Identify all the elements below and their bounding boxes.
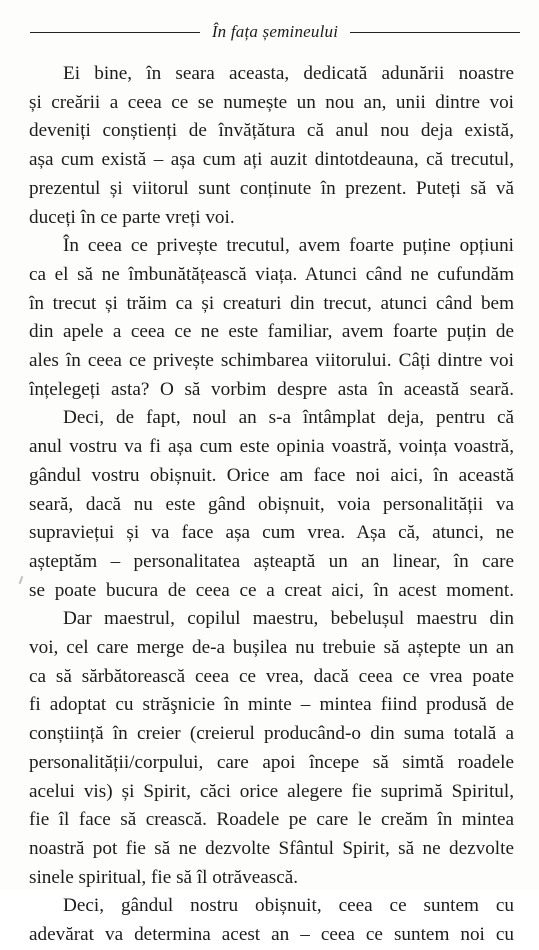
header-rule-left	[30, 32, 200, 33]
text-line: în trecut și trăim ca și creaturi din trecut, atunci când bem	[29, 292, 514, 314]
header-rule-right	[350, 32, 520, 33]
running-header	[30, 22, 520, 42]
text-line: Deci, gândul nostru obișnuit, ceea ce suntem cu	[63, 895, 514, 917]
text-line: noastră pot fie să ne dezvolte Sfântul Spirit, să ne dezvolte	[29, 837, 514, 859]
text-line: fi adoptat cu străşnicie în minte – mintea fiind produsă de	[29, 694, 514, 716]
text-line: Ei bine, în seara aceasta, dedicată adunării noastre	[63, 63, 514, 84]
text-line: ales în ceea ce privește schimbarea viitorului. Câți dintre voi	[29, 350, 514, 372]
text-line: așteptăm – personalitatea așteaptă un an linear, în care	[29, 550, 514, 572]
text-line: supraviețui și va face așa cum vrea. Așa că, atunci, ne	[29, 522, 514, 544]
text-line: din apele a ceea ce ne este familiar, avem foarte puțin de	[29, 321, 514, 343]
text-line: acelui vis) și Spirit, căci orice alegere fie suprimă Spiritul,	[29, 780, 514, 802]
text-line: anul vostru va fi așa cum este opinia voastră, voința voastră,	[29, 436, 514, 458]
text-line: înțelegeți asta? O să vorbim despre asta în această seară.	[29, 378, 514, 400]
text-line: ca să sărbătorească ceea ce vrea, dacă ceea ce vrea poate	[29, 665, 514, 687]
text-line: și creării a ceea ce se numește un nou an, unii dintre voi	[29, 91, 514, 113]
text-line: așa cum există – așa cum ați auzit dintotdeauna, că trecutul,	[29, 149, 514, 171]
text-line: se poate bucura de ceea ce a creat aici, în acest moment.	[29, 579, 514, 601]
text-line: ca el să ne îmbunătățească viața. Atunci când ne cufundăm	[29, 263, 514, 285]
text-line: adevărat va determina acest an – ceea ce suntem noi cu	[29, 924, 514, 946]
scan-mark	[19, 576, 24, 584]
text-line: Deci, de fapt, noul an s-a întâmplat deja, pentru că	[63, 407, 514, 429]
text-line: duceți în ce parte vreți voi.	[29, 206, 235, 228]
text-line: seară, dacă nu este gând obișnuit, voia personalității va	[29, 493, 514, 515]
text-line: deveniți conștienți de învățătura că anul nou deja există,	[29, 120, 514, 142]
chapter-title: În fața șemineului	[211, 22, 339, 41]
text-line: În ceea ce privește trecutul, avem foarte puține opțiuni	[63, 235, 514, 257]
text-line: sinele spiritual, fie să îl otrăvească.	[29, 866, 299, 888]
text-line: Dar maestrul, copilul maestru, bebelușul maestru din	[63, 608, 514, 630]
text-line: conștiință în creier (creierul producând-o din suma totală a	[29, 723, 514, 745]
text-line: fie îl face să crească. Roadele pe care le creăm în mintea	[29, 809, 514, 831]
text-line: gândul vostru obișnuit. Orice am face noi aici, în această	[29, 464, 514, 486]
text-line: prezentul și viitorul sunt conținute în prezent. Puteți să vă	[29, 177, 514, 199]
body-text	[29, 60, 514, 950]
text-line: voi, cel care merge de-a bușilea nu trebuie să aștepte un an	[29, 637, 514, 659]
text-line: personalității/corpului, care apoi începe să simtă roadele	[29, 751, 514, 773]
